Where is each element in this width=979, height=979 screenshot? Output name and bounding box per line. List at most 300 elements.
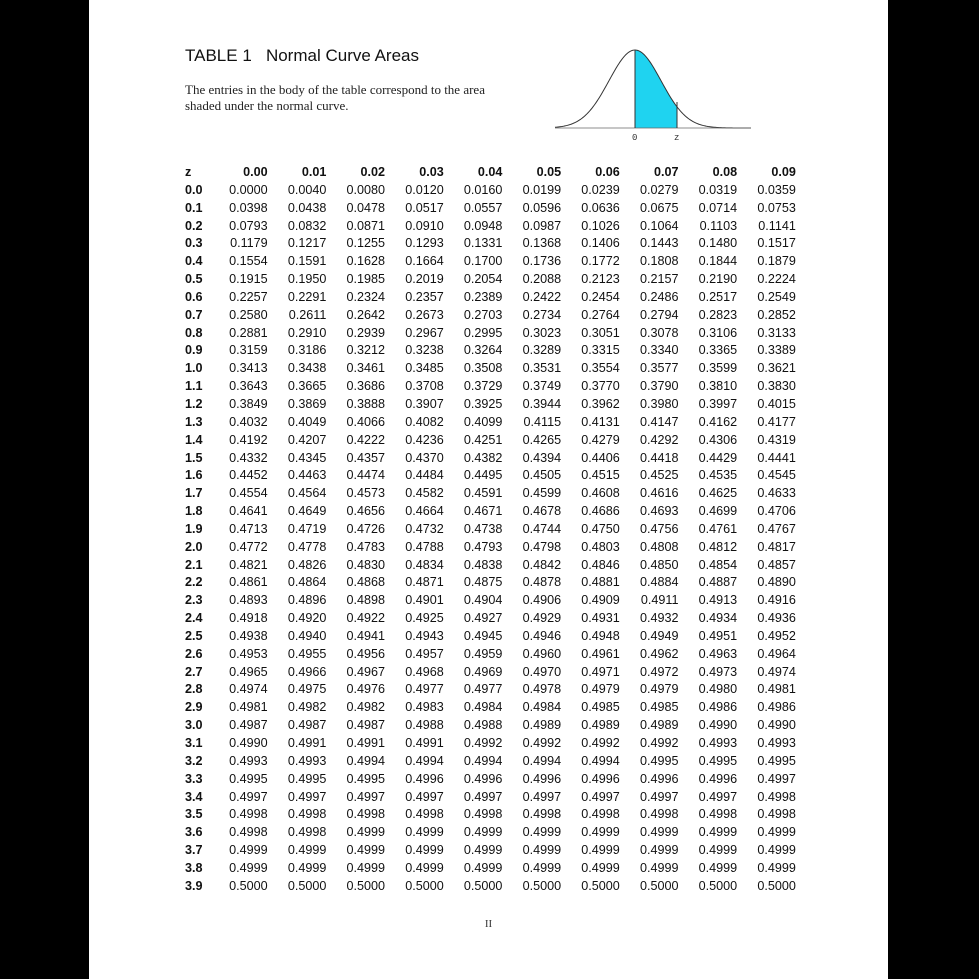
area-cell: 0.4999 [287,860,327,875]
row-z-label: 0.1 [185,200,203,215]
area-cell: 0.4996 [463,771,503,786]
area-cell: 0.4982 [346,700,386,715]
area-cell: 0.3869 [287,396,327,411]
area-cell: 0.4292 [639,432,679,447]
table-row [185,860,797,878]
area-cell: 0.3365 [698,343,738,358]
column-header: 0.08 [712,165,738,179]
area-cell: 0.4985 [581,700,620,715]
area-cell: 0.4995 [287,771,327,786]
area-cell: 0.4854 [698,557,738,572]
area-cell: 0.1844 [698,254,738,269]
table-row [185,271,797,289]
area-cell: 0.4992 [463,736,503,750]
area-cell: 0.1879 [757,254,796,269]
table-row [185,771,797,789]
row-z-label: 2.0 [185,539,203,554]
label-z: z [674,133,680,143]
table-row [185,735,797,753]
area-cell: 0.4830 [346,557,386,572]
row-z-label: 3.2 [185,753,203,768]
area-cell: 0.4999 [522,843,562,858]
area-cell: 0.4573 [346,486,386,501]
area-cell: 0.4625 [698,486,738,501]
table-row [185,396,797,414]
area-cell: 0.4664 [405,504,444,519]
area-cell: 0.3051 [581,325,620,340]
area-cell: 0.4994 [346,753,386,768]
area-cell: 0.4545 [757,468,796,483]
area-cell: 0.4032 [229,414,268,429]
area-cell: 0.4929 [522,611,562,626]
area-cell: 0.4999 [405,860,444,875]
area-cell: 0.4901 [405,593,444,608]
area-cell: 0.4985 [639,700,679,715]
area-cell: 0.4989 [581,718,620,733]
area-cell: 0.4750 [581,521,620,536]
area-cell: 0.4994 [405,753,444,768]
area-cell: 0.4906 [522,593,562,608]
area-cell: 0.4949 [639,628,679,643]
area-cell: 0.4861 [229,575,268,590]
area-cell: 0.1736 [522,254,562,269]
area-cell: 0.4953 [229,646,268,661]
area-cell: 0.3133 [757,325,796,340]
row-z-label: 0.3 [185,236,203,251]
area-cell: 0.1591 [287,254,327,269]
area-cell: 0.2852 [757,307,796,322]
row-z-label: 0.0 [185,182,203,197]
area-cell: 0.4693 [639,504,679,519]
area-cell: 0.4332 [229,450,268,465]
area-cell: 0.4999 [698,843,738,858]
area-cell: 0.4099 [463,414,503,429]
table-row [185,824,797,842]
table-row [185,878,797,896]
area-cell: 0.3531 [522,361,562,376]
area-cell: 0.1331 [463,236,503,251]
area-cell: 0.4981 [757,682,796,697]
area-cell: 0.1368 [522,236,562,251]
row-z-label: 1.1 [185,379,203,394]
area-cell: 0.4993 [757,736,796,750]
area-cell: 0.4925 [405,611,444,626]
area-cell: 0.0596 [522,200,562,215]
row-z-label: 3.7 [185,843,203,858]
area-cell: 0.4864 [287,575,327,590]
area-cell: 0.0948 [463,218,503,233]
area-cell: 0.4931 [581,611,620,626]
area-cell: 0.4115 [523,414,562,429]
area-cell: 0.3888 [346,396,386,411]
area-cell: 0.4978 [522,682,562,697]
column-header: 0.03 [419,165,444,179]
table-row [185,342,797,360]
area-cell: 0.0636 [581,200,620,215]
area-cell: 0.3643 [229,379,268,394]
area-cell: 0.4564 [287,486,327,501]
area-cell: 0.4943 [405,628,444,643]
area-cell: 0.4999 [346,843,386,858]
area-cell: 0.4207 [287,432,327,447]
area-cell: 0.1026 [581,218,620,233]
area-cell: 0.3980 [639,396,679,411]
area-cell: 0.4147 [639,414,679,429]
area-cell: 0.4236 [405,432,444,447]
normal-curve-figure [553,40,753,144]
row-z-label: 2.6 [185,646,203,661]
area-cell: 0.4756 [639,521,679,536]
area-cell: 0.0557 [463,200,503,215]
area-cell: 0.4999 [698,860,738,875]
area-cell: 0.2123 [581,272,620,287]
area-cell: 0.4838 [463,557,503,572]
area-cell: 0.3599 [698,361,738,376]
area-cell: 0.4981 [229,700,268,715]
table-row [185,182,797,200]
area-cell: 0.5000 [522,878,562,893]
area-cell: 0.4993 [287,753,327,768]
area-cell: 0.4726 [346,521,386,536]
area-cell: 0.4999 [698,825,738,840]
area-cell: 0.4999 [522,825,562,840]
area-cell: 0.2291 [287,289,327,304]
area-cell: 0.4803 [581,539,620,554]
area-cell: 0.3289 [522,343,562,358]
area-cell: 0.2881 [229,325,268,340]
table-row [185,235,797,253]
area-cell: 0.5000 [698,878,738,893]
area-cell: 0.4131 [581,414,620,429]
table-row [185,503,797,521]
area-cell: 0.2224 [757,272,796,287]
area-cell: 0.5000 [581,878,620,893]
area-cell: 0.4370 [405,450,444,465]
area-cell: 0.4977 [405,682,444,697]
row-z-label: 1.7 [185,486,203,501]
row-z-label: 3.0 [185,718,203,733]
area-cell: 0.4463 [287,468,327,483]
area-cell: 0.4999 [229,860,268,875]
area-cell: 0.2703 [463,307,503,322]
area-cell: 0.1406 [581,236,620,251]
row-z-label: 0.8 [185,325,203,340]
area-cell: 0.4826 [287,557,327,572]
row-z-label: 3.3 [185,771,203,786]
area-cell: 0.1179 [230,236,268,251]
area-cell: 0.0398 [229,200,268,215]
table-row [185,467,797,485]
area-cell: 0.4842 [522,557,562,572]
area-cell: 0.4772 [229,539,268,554]
area-cell: 0.3686 [346,379,386,394]
column-header: 0.00 [243,165,268,179]
table-row [185,289,797,307]
area-cell: 0.4991 [405,736,444,750]
area-cell: 0.4999 [757,843,796,858]
area-cell: 0.4441 [757,450,796,465]
area-cell: 0.4946 [522,628,562,643]
area-cell: 0.4997 [581,789,620,804]
area-cell: 0.4916 [757,593,796,608]
row-z-label: 1.5 [185,450,203,465]
area-cell: 0.2580 [229,307,268,322]
area-cell: 0.0517 [405,200,444,215]
area-cell: 0.4948 [581,628,620,643]
column-header: 0.09 [771,165,796,179]
area-cell: 0.4965 [229,664,268,679]
area-cell: 0.4898 [346,593,386,608]
row-z-label: 0.7 [185,307,203,322]
area-cell: 0.4966 [287,664,327,679]
area-cell: 0.2019 [405,272,444,287]
row-z-label: 0.2 [185,218,203,233]
table-row [185,307,797,325]
area-cell: 0.4998 [346,807,386,822]
area-cell: 0.4999 [581,860,620,875]
area-cell: 0.4999 [405,825,444,840]
area-cell: 0.4881 [581,575,620,590]
area-cell: 0.4999 [287,843,327,858]
area-cell: 0.4909 [581,593,620,608]
area-cell: 0.4251 [463,432,503,447]
area-cell: 0.4834 [405,557,444,572]
area-cell: 0.4998 [463,807,503,822]
area-cell: 0.3577 [639,361,679,376]
area-cell: 0.4997 [229,789,268,804]
area-cell: 0.4997 [639,789,679,804]
area-cell: 0.3997 [698,396,738,411]
table-row [185,664,797,682]
area-cell: 0.4599 [522,486,562,501]
area-cell: 0.4793 [463,539,503,554]
area-cell: 0.4996 [698,771,738,786]
area-cell: 0.4995 [229,771,268,786]
area-cell: 0.4990 [757,718,796,733]
area-cell: 0.4744 [522,521,562,536]
area-cell: 0.4968 [405,664,444,679]
area-cell: 0.4983 [405,700,444,715]
area-cell: 0.0160 [463,182,503,197]
area-cell: 0.4995 [639,753,679,768]
label-zero: 0 [632,133,638,143]
area-cell: 0.4713 [229,521,268,536]
area-cell: 0.3340 [639,343,679,358]
area-cell: 0.1103 [699,218,738,233]
area-cell: 0.1141 [758,218,796,233]
area-cell: 0.4608 [581,486,620,501]
area-cell: 0.1293 [405,236,444,251]
area-cell: 0.3790 [639,379,679,394]
area-cell: 0.4997 [405,789,444,804]
area-cell: 0.4382 [463,450,503,465]
area-cell: 0.3212 [346,343,386,358]
area-cell: 0.4987 [229,718,268,733]
row-z-label: 1.6 [185,468,203,483]
area-cell: 0.4429 [698,450,738,465]
row-z-label: 1.8 [185,504,203,519]
area-cell: 0.4999 [639,825,679,840]
area-cell: 0.4989 [522,718,562,733]
area-cell: 0.4980 [698,682,738,697]
area-cell: 0.4998 [287,825,327,840]
area-cell: 0.2995 [463,325,503,340]
area-cell: 0.4956 [346,646,386,661]
table-row [185,842,797,860]
area-cell: 0.0000 [229,182,268,197]
area-cell: 0.4990 [698,718,738,733]
area-cell: 0.4857 [757,557,796,572]
area-cell: 0.5000 [639,878,679,893]
area-cell: 0.4994 [463,753,503,768]
area-cell: 0.4808 [639,539,679,554]
area-cell: 0.1517 [757,236,796,251]
area-cell: 0.4345 [287,450,327,465]
area-cell: 0.1950 [287,272,327,287]
area-cell: 0.4761 [698,521,738,536]
area-cell: 0.3264 [463,343,503,358]
area-cell: 0.4177 [757,414,796,429]
area-cell: 0.4932 [639,611,679,626]
area-cell: 0.4778 [287,539,327,554]
table-row [185,717,797,735]
area-cell: 0.4998 [757,807,796,822]
corner-label: z [185,165,192,179]
area-cell: 0.5000 [463,878,503,893]
table-number: TABLE 1 [185,46,252,65]
table-header-row [185,164,797,182]
area-cell: 0.0040 [287,182,327,197]
table-row [185,253,797,271]
table-body [185,182,797,896]
area-cell: 0.4783 [346,539,386,554]
area-cell: 0.1554 [229,254,268,269]
row-z-label: 3.8 [185,860,203,875]
area-cell: 0.4999 [757,860,796,875]
table-row [185,432,797,450]
area-cell: 0.4998 [757,789,796,804]
row-z-label: 1.3 [185,414,203,429]
area-cell: 0.4941 [346,628,386,643]
area-cell: 0.1064 [639,218,679,233]
area-cell: 0.2642 [346,307,386,322]
area-cell: 0.4554 [229,486,268,501]
area-cell: 0.2549 [757,289,796,304]
area-cell: 0.4452 [229,468,268,483]
row-z-label: 1.0 [185,361,203,376]
area-cell: 0.5000 [757,878,796,893]
row-z-label: 2.4 [185,611,203,626]
area-cell: 0.4986 [698,700,738,715]
row-z-label: 2.8 [185,682,203,697]
area-cell: 0.3485 [405,361,444,376]
area-cell: 0.4649 [287,504,327,519]
area-cell: 0.4975 [287,682,327,697]
area-cell: 0.4988 [463,718,503,733]
area-cell: 0.0910 [405,218,444,233]
area-cell: 0.4997 [287,789,327,804]
table-row [185,574,797,592]
area-cell: 0.4162 [698,414,738,429]
area-cell: 0.3665 [287,379,327,394]
area-cell: 0.4989 [639,718,679,733]
area-cell: 0.1443 [639,236,679,251]
area-cell: 0.3438 [287,361,327,376]
area-cell: 0.4474 [346,468,386,483]
area-cell: 0.4817 [757,539,796,554]
area-cell: 0.4974 [229,682,268,697]
area-cell: 0.3315 [581,343,620,358]
area-cell: 0.0319 [698,182,738,197]
area-cell: 0.3023 [522,325,562,340]
area-cell: 0.4999 [639,860,679,875]
area-cell: 0.3944 [522,396,562,411]
area-cell: 0.4066 [346,414,386,429]
area-cell: 0.2673 [405,307,444,322]
area-cell: 0.4927 [463,611,503,626]
table-row [185,200,797,218]
area-cell: 0.2088 [522,272,562,287]
area-cell: 0.4893 [229,593,268,608]
area-cell: 0.3159 [229,343,268,358]
area-cell: 0.4279 [581,432,620,447]
area-cell: 0.4945 [463,628,503,643]
area-cell: 0.4798 [522,539,562,554]
area-cell: 0.4732 [405,521,444,536]
row-z-label: 0.9 [185,343,203,358]
area-cell: 0.4936 [757,611,796,626]
table-row [185,378,797,396]
area-cell: 0.4821 [229,557,268,572]
area-cell: 0.4591 [463,486,503,501]
area-cell: 0.4964 [757,646,796,661]
area-cell: 0.1772 [581,254,620,269]
area-cell: 0.4999 [463,843,503,858]
area-cell: 0.4999 [463,860,503,875]
area-cell: 0.4996 [581,771,620,786]
shaded-area [635,50,677,128]
area-cell: 0.4999 [346,825,386,840]
area-cell: 0.0987 [522,218,562,233]
area-cell: 0.0080 [346,182,386,197]
area-cell: 0.4699 [698,504,738,519]
area-cell: 0.4616 [639,486,679,501]
area-cell: 0.4984 [522,700,562,715]
area-cell: 0.4887 [698,575,738,590]
area-cell: 0.4957 [405,646,444,661]
area-cell: 0.4973 [698,664,738,679]
area-cell: 0.1217 [287,236,327,251]
area-cell: 0.4868 [346,575,386,590]
row-z-label: 2.1 [185,557,203,572]
area-cell: 0.4993 [229,753,268,768]
area-cell: 0.4999 [581,843,620,858]
table-row [185,485,797,503]
area-cell: 0.4996 [639,771,679,786]
area-cell: 0.4992 [581,736,620,750]
row-z-label: 2.7 [185,664,203,679]
area-cell: 0.4971 [581,664,620,679]
area-cell: 0.2054 [463,272,503,287]
area-cell: 0.4998 [229,807,268,822]
table-row [185,681,797,699]
area-cell: 0.4582 [405,486,444,501]
area-cell: 0.4999 [463,825,503,840]
area-cell: 0.4812 [698,539,738,554]
area-cell: 0.0793 [229,218,268,233]
table-subtitle: Normal Curve Areas [265,46,420,65]
area-cell: 0.4913 [698,593,738,608]
